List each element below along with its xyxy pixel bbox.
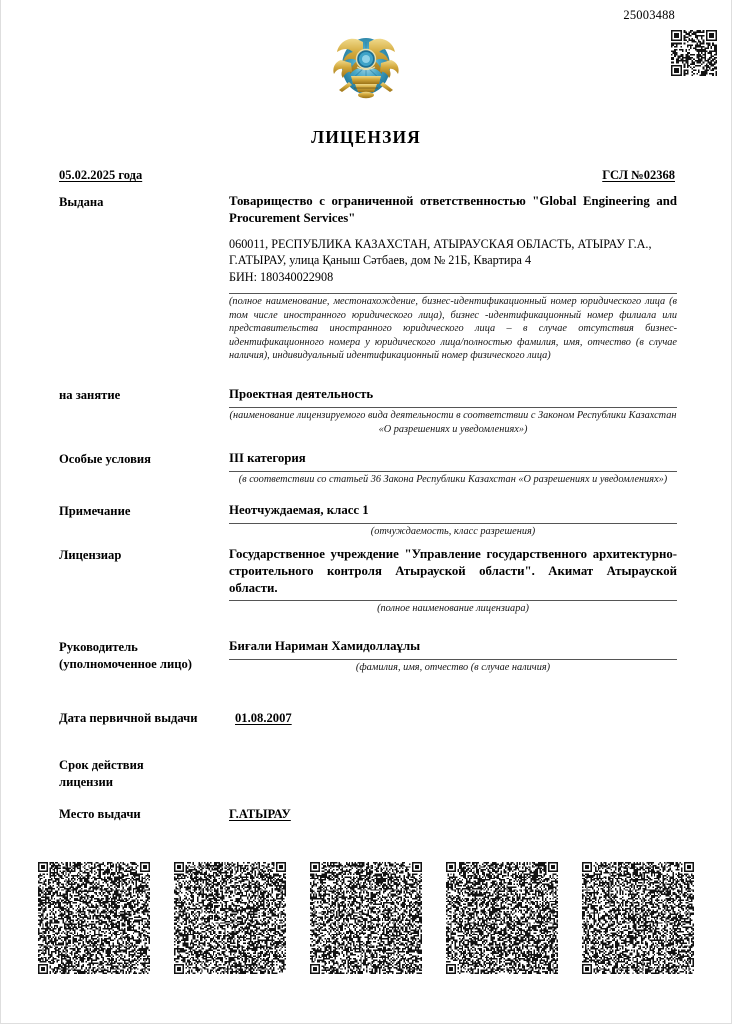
field-label-licensor: Лицензиар — [59, 548, 122, 563]
divider-licensor — [229, 600, 677, 601]
kazakhstan-state-emblem-icon — [329, 26, 403, 106]
state-emblem-container — [1, 26, 731, 106]
field-label-first-issue-date: Дата первичной выдачи — [59, 710, 198, 725]
field-issued-to — [59, 193, 677, 363]
note-hint: (отчуждаемость, класс разрешения) — [370, 525, 536, 537]
field-label-validity — [59, 756, 229, 791]
qr-code-3 — [310, 862, 422, 974]
qr-code-5 — [582, 862, 694, 974]
field-head — [59, 638, 677, 675]
validity-label-line2: лицензии — [59, 774, 113, 789]
field-first-issue-date — [59, 709, 677, 727]
date-and-number-row — [59, 168, 675, 183]
field-licensor — [59, 546, 677, 616]
field-special-conditions — [59, 450, 677, 487]
special-conditions-hint: (в соответствии со статьей 36 Закона Республики Казахстан «О разрешениях и уведомлениях») — [238, 474, 668, 486]
page-title: ЛИЦЕНЗИЯ — [311, 127, 421, 147]
field-label-head — [59, 638, 229, 673]
note-value: Неотчуждаемая, класс 1 — [229, 502, 369, 517]
licensor-value: Государственное учреждение "Управление государственного архитектурно-строительного контроля Атырауской области". Акимат Атырауской области. — [229, 547, 677, 596]
document-body — [59, 193, 677, 823]
head-hint: (фамилия, имя, отчество (в случае наличия) — [355, 661, 551, 673]
licensor-hint: (полное наименование лицензиара) — [377, 603, 529, 615]
issue-date: 05.02.2025 года — [59, 168, 143, 182]
divider-issued-to — [229, 293, 677, 294]
issued-to-value: Товарищество с ограниченной ответственностью "Global Engineering and Procurement Services" — [229, 194, 677, 226]
field-label-issued-to: Выдана — [59, 195, 104, 209]
head-label-line1: Руководитель — [59, 639, 138, 654]
document-number: 25003488 — [623, 8, 675, 22]
field-place — [59, 805, 677, 823]
head-value: Биғали Нариман Хамидоллаұлы — [229, 638, 421, 653]
qr-code-strip — [1, 862, 731, 974]
divider-note — [229, 523, 677, 524]
activity-hint: (наименование лицензируемого вида деятельности в соответствии с Законом Республики Казахстан «О разрешениях и уведомлениях») — [229, 409, 677, 435]
activity-value: Проектная деятельность — [229, 386, 374, 401]
divider-activity — [229, 407, 677, 408]
field-label-place: Место выдачи — [59, 806, 141, 821]
qr-code-4 — [446, 862, 558, 974]
field-label-special-conditions: Особые условия — [59, 452, 151, 467]
field-validity — [59, 756, 677, 791]
issued-to-bin: БИН: 180340022908 — [229, 269, 334, 284]
issued-to-address: 060011, РЕСПУБЛИКА КАЗАХСТАН, АТЫРАУСКАЯ ОБЛАСТЬ, АТЫРАУ Г.А., Г.АТЫРАУ, улица Қаныш Сәтбаев, дом № 21Б, Квартира 4 — [229, 237, 652, 268]
qr-code-2 — [174, 862, 286, 974]
issued-to-hint: (полное наименование, местонахождение, бизнес-идентификационный номер юридического лица (в том числе иностранного юридического лица), бизнес -идентификационный номер филиала или представительства иностранного юридического лица – в случае отсутствия бизнес-идентификационного номера у юридического лица/полностью фамилия, имя, отчество (в случае наличия), индивидуальный идентификационный номер физического лица) — [229, 296, 677, 362]
field-activity — [59, 386, 677, 436]
place-value: Г.АТЫРАУ — [229, 806, 291, 821]
validity-label-line1: Срок действия — [59, 757, 144, 772]
field-label-activity: на занятие — [59, 387, 121, 402]
field-note — [59, 502, 677, 539]
divider-head — [229, 659, 677, 660]
verification-qr-code — [671, 30, 717, 76]
special-conditions-value: III категория — [229, 451, 306, 466]
field-label-note: Примечание — [59, 503, 131, 518]
qr-code-1 — [38, 862, 150, 974]
divider-special-conditions — [229, 471, 677, 472]
head-label-line2: (уполномоченное лицо) — [59, 656, 192, 671]
first-issue-date-value: 01.08.2007 — [235, 710, 292, 725]
license-number: ГСЛ №02368 — [602, 168, 675, 182]
